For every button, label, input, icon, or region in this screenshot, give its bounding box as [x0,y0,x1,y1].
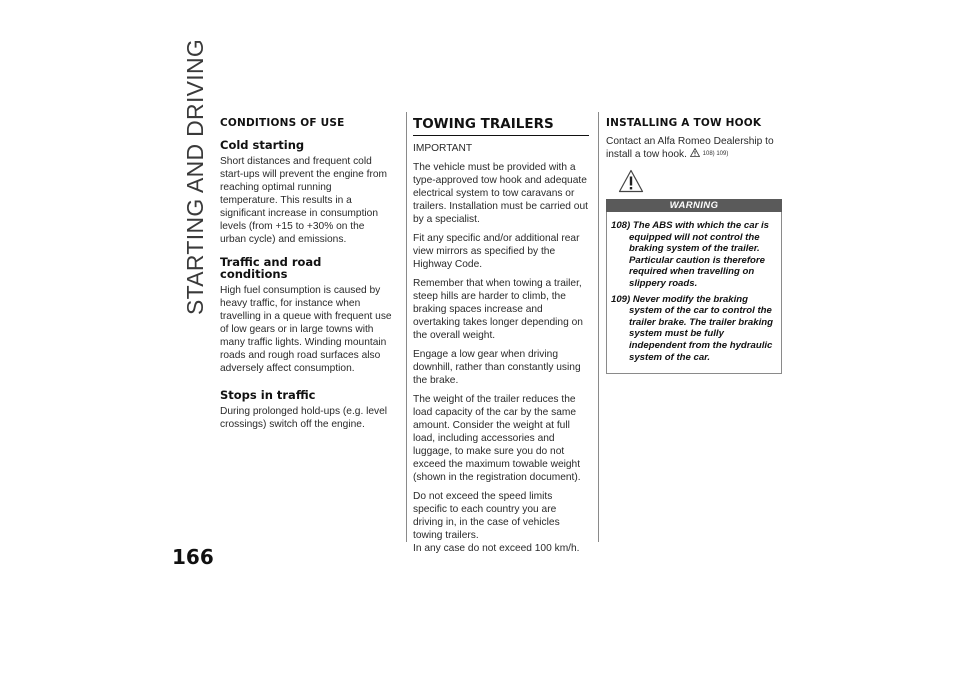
paragraph-text: Contact an Alfa Romeo Dealership to install a tow hook. [606,136,774,160]
paragraph: The weight of the trailer reduces the load capacity of the car by the same amount. Consider the weight at full load, including accessories and luggage, to make sure you do not exceed the maximum towable weight (shown in the registration document). [413,394,581,483]
paragraph: Short distances and frequent cold start-ups will prevent the engine from reaching optimal running temperature. This results in a significant increase in consumption levels (from +15 to +30% on the urban cycle) and emissions. [220,156,388,245]
important-label: IMPORTANT [413,143,473,154]
paragraph: Remember that when towing a trailer, steep hills are harder to climb, the braking spaces increase and overtaking takes longer depending on the overall weight. [413,278,583,341]
section-heading: INSTALLING A TOW HOOK [606,117,762,129]
warning-label: WARNING [606,199,782,212]
paragraph: Do not exceed the speed limits specific to each country you are driving in, in the case of vehicles towing trailers. [413,491,560,541]
warning-box [606,169,782,374]
column-divider [598,112,599,542]
warning-item: 108) The ABS with which the car is equipped will not control the braking system of the trailer. Particular caution is therefore required when travelling on slippery roads. [611,220,769,289]
warning-triangle-icon [690,148,700,157]
subsection-title: Stops in traffic [220,388,316,402]
chapter-side-title: STARTING AND DRIVING [182,38,208,315]
section-heading: TOWING TRAILERS [413,116,589,136]
column-towing-trailers [413,116,589,561]
column-conditions-of-use [220,116,392,437]
page-number: 166 [172,545,214,569]
column-installing-tow-hook [606,116,782,374]
subsection-title: Traffic and road conditions [220,255,322,281]
paragraph: During prolonged hold-ups (e.g. level crossings) switch off the engine. [220,406,388,430]
section-heading: CONDITIONS OF USE [220,117,345,129]
subsection-title: Cold starting [220,138,305,152]
paragraph [606,135,782,161]
paragraph: Engage a low gear when driving downhill, rather than constantly using the brake. [413,349,581,386]
warning-body [606,212,782,374]
column-divider [406,112,407,542]
paragraph: The vehicle must be provided with a type-approved tow hook and adequate electrical system to tow caravans or trailers. Installation must be carried out by a specialist. [413,162,588,225]
paragraph: High fuel consumption is caused by heavy traffic, for instance when travelling in a queue with frequent use of low gears or in large towns with many traffic lights. Winding mountain roads and rough road surfaces also adversely affect consumption. [220,285,392,374]
warning-item: 109) Never modify the braking system of the car to control the trailer brake. The trailer braking system must be fully independent from the hydraulic system of the car. [611,293,773,363]
warning-references: 108) 109) [702,151,729,157]
warning-triangle-icon [618,169,644,193]
paragraph: In any case do not exceed 100 km/h. [413,543,580,554]
paragraph: Fit any specific and/or additional rear view mirrors as specified by the Highway Code. [413,233,580,270]
